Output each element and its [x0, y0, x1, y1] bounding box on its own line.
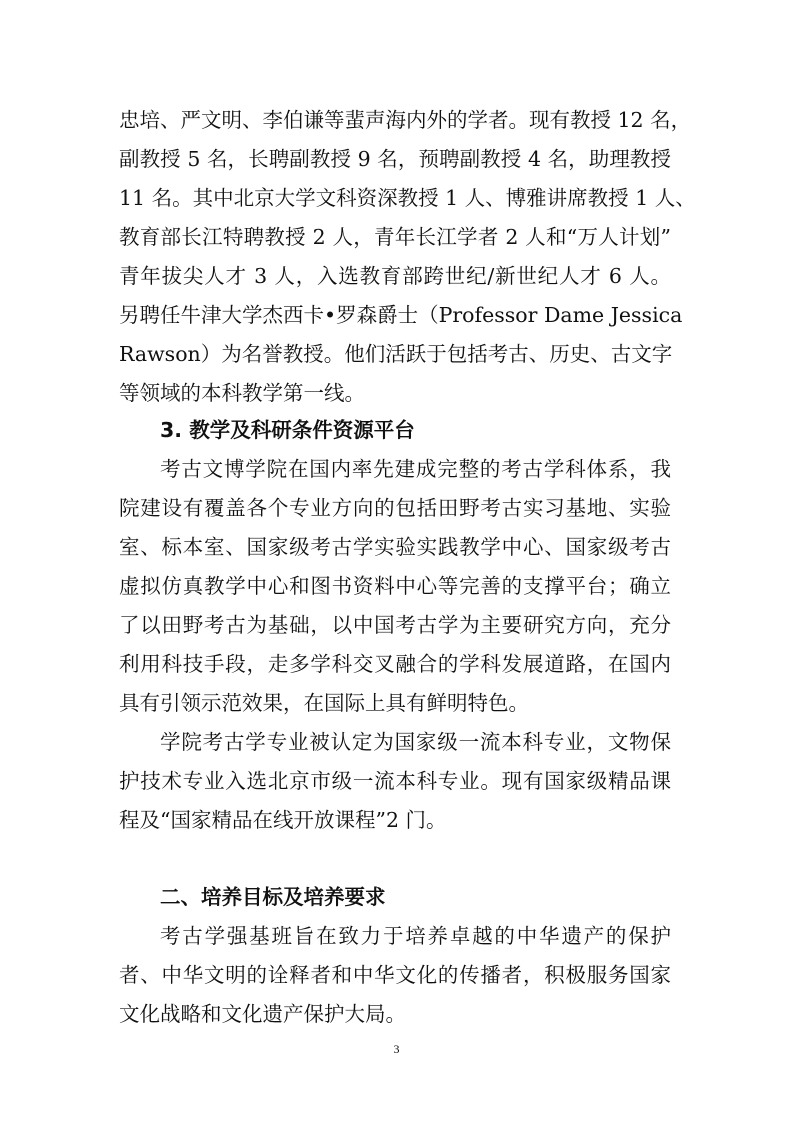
text-line: 11 名。其中北京大学文科资深教授 1 人、博雅讲席教授 1 人、 [119, 186, 696, 210]
text-line: 另聘任牛津大学杰西卡•罗森爵士（Professor Dame Jessica [119, 303, 683, 327]
text-line: 具有引领示范效果，在国际上具有鲜明特色。 [119, 691, 529, 715]
text-line: 利用科技手段，走多学科交叉融合的学科发展道路，在国内 [119, 652, 671, 676]
text-line: 程及“国家精品在线开放课程”2 门。 [119, 808, 447, 832]
text-line: 考古学强基班旨在致力于培养卓越的中华遗产的保护 [160, 924, 671, 948]
text-line: 副教授 5 名，长聘副教授 9 名，预聘副教授 4 名，助理教授 [119, 147, 671, 171]
text-line: 护技术专业入选北京市级一流本科专业。现有国家级精品课 [119, 769, 671, 793]
text-line: 青年拔尖人才 3 人，入选教育部跨世纪/新世纪人才 6 人。 [119, 264, 671, 288]
text-line: 者、中华文明的诠释者和中华文化的传播者，积极服务国家 [119, 963, 671, 987]
text-line: 文化战略和文化遗产保护大局。 [119, 1002, 406, 1026]
text-line: 等领域的本科教学第一线。 [119, 381, 365, 405]
text-line: 教育部长江特聘教授 2 人，青年长江学者 2 人和“万人计划” [119, 225, 671, 249]
text-line: 室、标本室、国家级考古学实验实践教学中心、国家级考古 [119, 535, 671, 559]
page-number: 3 [393, 1042, 400, 1056]
section-heading-2: 二、培养目标及培养要求 [160, 885, 386, 909]
text-line: 院建设有覆盖各个专业方向的包括田野考古实习基地、实验 [119, 496, 671, 520]
text-line: 虚拟仿真教学中心和图书资料中心等完善的支撑平台；确立 [119, 574, 671, 598]
text-line: 忠培、严文明、李伯谦等蜚声海内外的学者。现有教授 12 名， [119, 108, 692, 132]
section-heading-3: 3. 教学及科研条件资源平台 [160, 418, 415, 442]
text-line: 考古文博学院在国内率先建成完整的考古学科体系，我 [160, 457, 671, 481]
text-line: 了以田野考古为基础，以中国考古学为主要研究方向，充分 [119, 613, 671, 637]
text-line: Rawson）为名誉教授。他们活跃于包括考古、历史、古文字 [119, 342, 673, 366]
text-line: 学院考古学专业被认定为国家级一流本科专业，文物保 [160, 730, 671, 754]
